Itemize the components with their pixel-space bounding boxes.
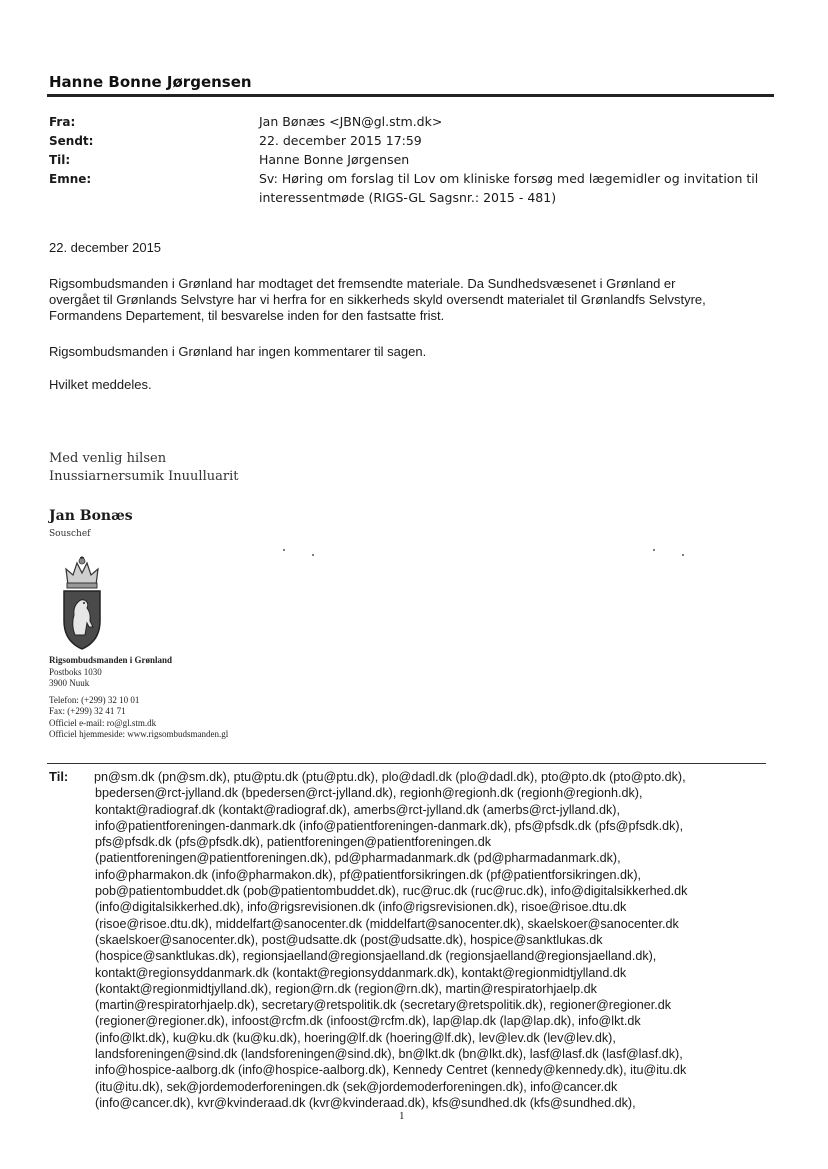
recipients-line: (kontakt@regionmidtjylland.dk), region@rn.dk (region@rn.dk), martin@respiratorhjaelp.dk [95,981,597,996]
official-email: Officiel e-mail: ro@gl.stm.dk [49,717,157,728]
recipients-line: (skaelskoer@sanocenter.dk), post@udsatte.dk (post@udsatte.dk), hospice@sanktlukas.dk [95,932,603,947]
postal-city: 3900 Nuuk [49,678,90,688]
recipients-line: info@hospice-aalborg.dk (info@hospice-aalborg.dk), Kennedy Centret (kennedy@kennedy.dk), itu@itu.dk [95,1063,687,1078]
organization-name: Rigsombudsmanden i Grønland [49,655,173,665]
scan-artifact [283,549,285,551]
recipients-line: (info@lkt.dk), ku@ku.dk (ku@ku.dk), hoering@lf.dk (hoering@lf.dk), lev@lev.dk (lev@lev.dk), [95,1030,616,1045]
header-label-sent: Sendt: [49,134,94,148]
recipients-line: (patientforeningen@patientforeningen.dk), pd@pharmadanmark.dk (pd@pharmadanmark.dk), [95,851,621,866]
signature-name: Jan Bonæs [49,508,133,524]
greenland-coat-of-arms-icon [58,555,106,651]
recipients-line: bpedersen@rct-jylland.dk (bpedersen@rct-jylland.dk), regionh@regionh.dk (regionh@regionh.dk), [95,786,643,801]
recipients-divider [47,763,766,764]
recipients-line: info@patientforeningen-danmark.dk (info@patientforeningen-danmark.dk), pfs@pfsdk.dk (pfs@pfsdk.dk), [95,818,684,833]
paragraph-line: Rigsombudsmanden i Grønland har modtaget det fremsendte materiale. Da Sundhedsvæsenet i Grønland er [49,276,676,291]
subject-line-2: interessentmøde (RIGS-GL Sagsnr.: 2015 - 481) [259,190,557,205]
body-paragraph-3: Hvilket meddeles. [49,377,152,392]
recipients-line: (martin@respiratorhjaelp.dk), secretary@retspolitik.dk (secretary@retspolitik.dk), regioner@regioner.dk [95,998,672,1013]
recipients-line: pn@sm.dk (pn@sm.dk), ptu@ptu.dk (ptu@ptu.dk), plo@dadl.dk (plo@dadl.dk), pto@pto.dk (pto@pto.dk), [94,770,686,784]
recipients-list [95,769,755,1111]
postal-box: Postboks 1030 [49,666,102,677]
scan-artifact [682,554,684,556]
paragraph-line: Formandens Departement, til besvarelse inden for den fastsatte frist. [49,308,445,323]
recipients-label: Til: [49,769,69,784]
letter-date: 22. december 2015 [49,240,162,255]
organization-contact-block [49,655,228,741]
header-value-subject [259,169,758,207]
signature-title: Souschef [49,529,91,539]
scan-artifact [653,549,655,551]
recipients-line: pob@patientombuddet.dk (pob@patientombuddet.dk), ruc@ruc.dk (ruc@ruc.dk), info@digitalsikkerhed.dk [95,884,688,899]
fax-number: Fax: (+299) 32 41 71 [49,706,126,716]
signature-greeting-greenlandic: Inussiarnersumik Inuulluarit [49,469,239,484]
header-value-from: Jan Bønæs <JBN@gl.stm.dk> [259,114,443,129]
header-label-to: Til: [49,153,71,167]
signature-greeting-danish: Med venlig hilsen [49,451,167,466]
recipients-line: (risoe@risoe.dtu.dk), middelfart@sanocenter.dk (middelfart@sanocenter.dk), skaelskoer@sanocenter.dk [95,916,679,931]
header-value-to: Hanne Bonne Jørgensen [259,152,410,167]
paragraph-line: overgået til Grønlands Selvstyre har vi herfra for en sikkerheds skyld oversendt materialet til Grønlandfs Selvstyre, [49,292,706,307]
subject-line-1: Sv: Høring om forslag til Lov om kliniske forsøg med lægemidler og invitation til [259,171,759,186]
recipients-line: kontakt@regionsyddanmark.dk (kontakt@regionsyddanmark.dk), kontakt@regionmidtjylland.dk [95,965,627,980]
recipients-line: (info@digitalsikkerhed.dk), info@rigsrevisionen.dk (info@rigsrevisionen.dk), risoe@risoe.dtu.dk [95,900,627,915]
mailbox-owner-name: Hanne Bonne Jørgensen [49,73,252,91]
official-website: Officiel hjemmeside: www.rigsombudsmanden.gl [49,729,229,739]
body-paragraph-2: Rigsombudsmanden i Grønland har ingen kommentarer til sagen. [49,344,427,359]
recipients-line: landsforeningen@sind.dk (landsforeningen@sind.dk), bn@lkt.dk (bn@lkt.dk), lasf@lasf.dk (lasf@lasf.dk), [95,1047,683,1062]
recipients-line: (hospice@sanktlukas.dk), regionsjaelland@regionsjaelland.dk (regionsjaelland@regionsjaelland.dk), [95,949,657,964]
recipients-line: (regioner@regioner.dk), infoost@rcfm.dk (infoost@rcfm.dk), lap@lap.dk (lap@lap.dk), info@lkt.dk [95,1014,641,1029]
header-value-sent: 22. december 2015 17:59 [259,133,422,148]
recipients-line: kontakt@radiograf.dk (kontakt@radiograf.dk), amerbs@rct-jylland.dk (amerbs@rct-jylland.dk), [95,802,620,817]
header-label-subject: Emne: [49,172,92,186]
recipients-line: (itu@itu.dk), sek@jordemoderforeningen.dk (sek@jordemoderforeningen.dk), info@cancer.dk [95,1079,618,1094]
recipients-line: info@pharmakon.dk (info@pharmakon.dk), pf@patientforsikringen.dk (pf@patientforsikringen.dk), [95,867,642,882]
page-number: 1 [399,1110,405,1122]
header-label-from: Fra: [49,115,76,129]
scan-artifact [312,554,314,556]
header-divider [47,94,774,97]
phone-number: Telefon: (+299) 32 10 01 [49,694,140,705]
body-paragraph-1 [49,276,769,324]
recipients-line: pfs@pfsdk.dk (pfs@pfsdk.dk), patientforeningen@patientforeningen.dk [95,835,492,850]
recipients-line: (info@cancer.dk), kvr@kvinderaad.dk (kvr@kvinderaad.dk), kfs@sundhed.dk (kfs@sundhed.dk), [95,1095,636,1110]
